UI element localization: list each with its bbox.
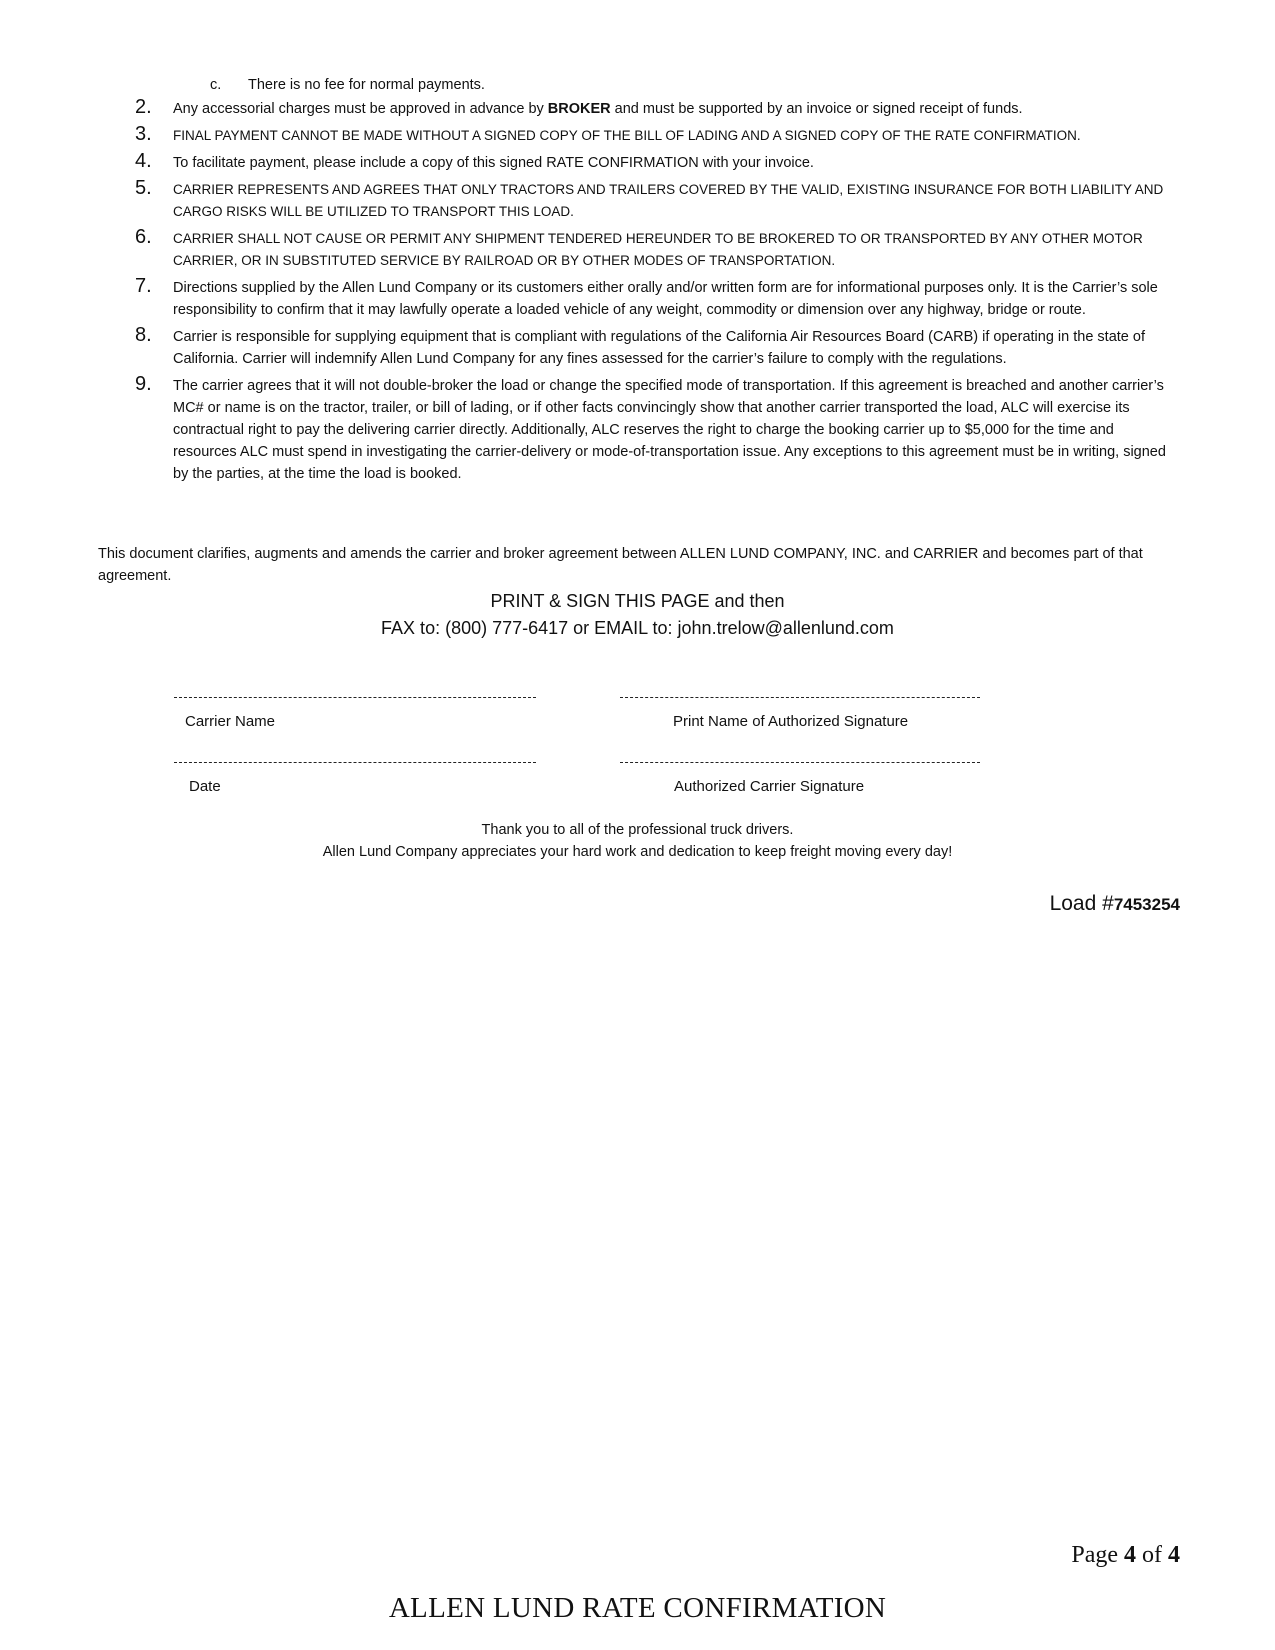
load-value: 7453254 xyxy=(1113,895,1180,914)
list-number: 5. xyxy=(135,177,152,199)
carrier-name-label: Carrier Name xyxy=(185,713,276,730)
list-text: CARRIER REPRESENTS AND AGREES THAT ONLY TRACTORS AND TRAILERS COVERED BY THE VALID, EXISTING INSURANCE FOR BOTH LIABILITY AND CARGO RISKS WILL BE UTILIZED TO TRANSPORT THIS LOAD. xyxy=(173,182,1164,219)
list-text: and must be supported by an invoice or signed receipt of funds. xyxy=(610,101,1023,117)
print-name-label: Print Name of Authorized Signature xyxy=(673,713,909,730)
list-item-5 xyxy=(130,179,1180,223)
list-number: 6. xyxy=(135,226,152,248)
list-item-8 xyxy=(130,326,1180,370)
list-bold-text: BROKER xyxy=(547,101,611,117)
list-text: FINAL PAYMENT CANNOT BE MADE WITHOUT A SIGNED COPY OF THE BILL OF LADING AND A SIGNED COPY OF THE RATE CONFIRMATION. xyxy=(173,128,1081,143)
list-number: 2. xyxy=(135,96,152,118)
list-text: Carrier is responsible for supplying equipment that is compliant with regulations of the California Air Resources Board (CARB) if operating in the state of California. Carrier will indemnify Allen Lund Company for any fines assessed for the carrier’s failure to comply with the regulations. xyxy=(173,329,1145,367)
list-text: The carrier agrees that it will not double-broker the load or change the specified mode of transportation. If this agreement is breached and another carrier’s MC# or name is on the tractor, trailer, or bill of lading, or if other facts convincingly show that another carrier transported the load, ALC will exercise its contractual right to pay the delivering carrier directly. Additionally, ALC reserves the right to charge the booking carrier up to $5,000 for the time and resources ALC must spend in investigating the carrier-delivery or mode-of-transportation issue. Any exceptions to this agreement must be in writing, signed by the parties, at the time the load is booked. xyxy=(173,378,1166,482)
list-number: 7. xyxy=(135,275,152,297)
print-sign-instruction: PRINT & SIGN THIS PAGE and then xyxy=(490,591,785,611)
list-number: 9. xyxy=(135,373,152,395)
page-word: Page xyxy=(1071,1542,1118,1568)
load-label: Load # xyxy=(1049,892,1114,915)
terms-list xyxy=(130,98,1180,490)
page-total: 4 xyxy=(1168,1542,1180,1568)
list-item-3 xyxy=(130,125,1180,147)
list-item-6 xyxy=(130,228,1180,272)
carrier-signature-label: Authorized Carrier Signature xyxy=(674,778,865,795)
date-label: Date xyxy=(189,778,221,795)
date-line xyxy=(174,762,536,763)
list-number: 4. xyxy=(135,150,152,172)
sub-list-item xyxy=(210,75,485,95)
page-number xyxy=(1071,1540,1180,1570)
list-number: 3. xyxy=(135,123,152,145)
list-item-2 xyxy=(130,98,1180,120)
thanks-line-1: Thank you to all of the professional truck drivers. xyxy=(481,822,794,838)
fax-email-instruction: FAX to: (800) 777-6417 or EMAIL to: john.trelow@allenlund.com xyxy=(381,618,894,638)
footer-title: ALLEN LUND RATE CONFIRMATION xyxy=(388,1592,887,1624)
list-item-9 xyxy=(130,375,1180,485)
sub-list-text: There is no fee for normal payments. xyxy=(248,77,485,93)
sub-list-marker: c. xyxy=(210,77,222,93)
thanks-line-2: Allen Lund Company appreciates your hard work and dedication to keep freight moving every day! xyxy=(322,844,953,860)
print-name-line xyxy=(620,697,980,698)
list-text: CARRIER SHALL NOT CAUSE OR PERMIT ANY SHIPMENT TENDERED HEREUNDER TO BE BROKERED TO OR TRANSPORTED BY ANY OTHER MOTOR CARRIER, OR IN SUBSTITUTED SERVICE BY RAILROAD OR BY OTHER MODES OF TRANSPORTATION. xyxy=(173,231,1143,268)
page-of-word: of xyxy=(1142,1542,1162,1568)
page-current: 4 xyxy=(1124,1542,1136,1568)
list-text: Any accessorial charges must be approved in advance by xyxy=(173,101,548,117)
carrier-signature-line xyxy=(620,762,980,763)
carrier-name-line xyxy=(174,697,536,698)
clarification-paragraph: This document clarifies, augments and amends the carrier and broker agreement between ALLEN LUND COMPANY, INC. and CARRIER and becomes part of that agreement. xyxy=(98,546,1143,584)
list-item-4 xyxy=(130,152,1180,174)
load-number xyxy=(1050,890,1180,919)
list-item-7 xyxy=(130,277,1180,321)
list-text: Directions supplied by the Allen Lund Company or its customers either orally and/or written form are for informational purposes only. It is the Carrier’s sole responsibility to confirm that it may lawfully operate a loaded vehicle of any weight, commodity or dimension over any highway, bridge or route. xyxy=(173,280,1158,318)
list-number: 8. xyxy=(135,324,152,346)
list-text: To facilitate payment, please include a copy of this signed RATE CONFIRMATION with your invoice. xyxy=(173,155,814,171)
